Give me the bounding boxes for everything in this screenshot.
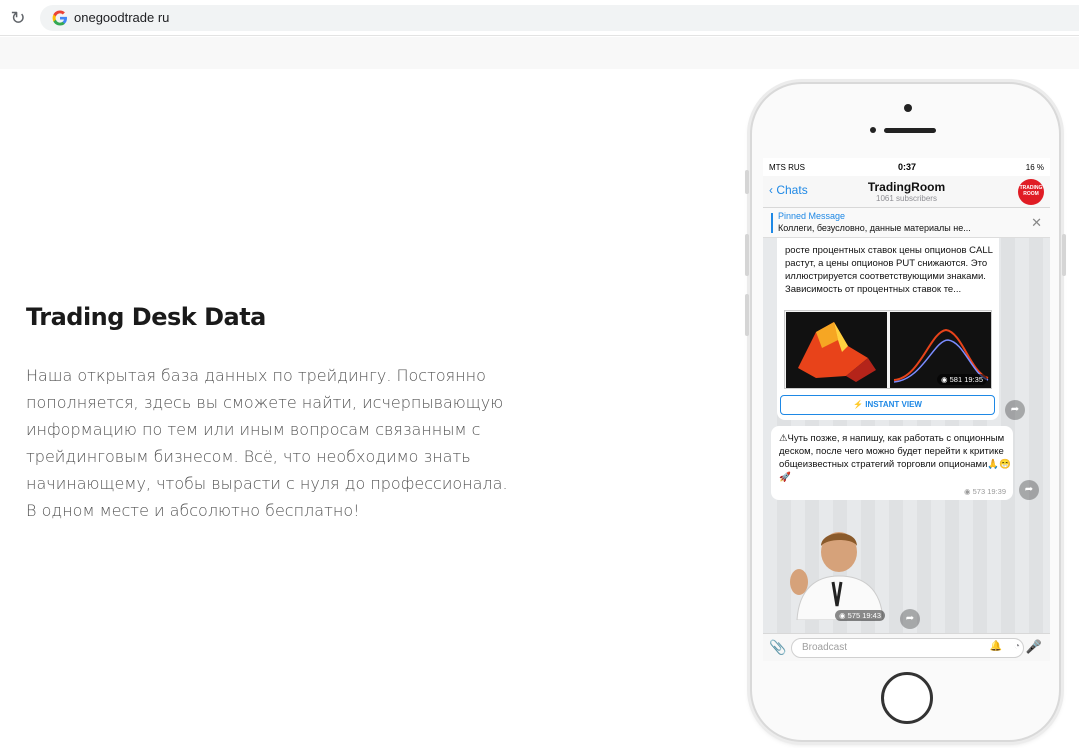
share-icon[interactable]: ➦ (1019, 480, 1039, 500)
carrier-label: MTS RUS (769, 163, 805, 172)
microphone-icon[interactable]: 🎤 (1025, 639, 1042, 654)
close-icon[interactable]: ✕ (1031, 215, 1042, 230)
page-description: Наша открытая база данных по трейдингу. Постоянно пополняется, здесь вы сможете найти, исчерпывающую информацию по тем или иным вопросам связанным с трейдинговым бизнесом. Всё, что необходимо знать начинающему, чтобы вырасти с нуля до профессионала. В одном месте и абсолютно бесплатно! (26, 366, 508, 520)
speaker-grille (884, 128, 936, 133)
subscriber-count: 1061 subscribers (876, 194, 937, 203)
volume-down-button (745, 294, 749, 336)
page-title: Trading Desk Data (26, 303, 266, 331)
channel-title[interactable]: TradingRoom (867, 180, 946, 194)
phone-screen (763, 158, 1050, 661)
warning-icon: ⚠ (779, 433, 788, 444)
status-bar (763, 158, 1050, 176)
url-text[interactable]: onegoodtrade ru (74, 10, 170, 25)
sticker-meta (835, 610, 885, 621)
pinned-text: Коллеги, безусловно, данные материалы не... (778, 223, 971, 233)
timer-icon[interactable]: ◔ (1013, 641, 1020, 652)
message-image[interactable] (784, 310, 992, 389)
camera-icon (904, 104, 912, 112)
battery-label: 16 % (1025, 163, 1044, 172)
eye-icon: ◉ (940, 375, 948, 384)
message-text: росте процентных ставок цены опционов CALL растут, а цены опционов PUT снижаются. Это иллюстрируется соответствующими знаками. Зависимость от процентных ставок те... (785, 245, 993, 295)
lightning-icon: ⚡ (853, 400, 863, 409)
message-meta-text: 573 19:39 (972, 487, 1006, 496)
phone-mockup (750, 82, 1061, 742)
pinned-message[interactable] (763, 208, 1050, 238)
share-icon[interactable]: ➦ (1005, 400, 1025, 420)
message-input-bar (763, 633, 1050, 661)
pinned-title: Pinned Message (778, 211, 846, 221)
power-button (1062, 234, 1066, 276)
sticker-meta-text: 575 19:43 (847, 611, 882, 620)
image-meta-text: 581 19:35 (949, 375, 983, 384)
volume-up-button (745, 234, 749, 276)
chevron-left-icon: ‹ (769, 183, 773, 197)
side-button (745, 170, 749, 194)
message-bubble[interactable] (771, 426, 1013, 500)
share-icon[interactable]: ➦ (900, 609, 920, 629)
eye-icon: ◉ (963, 487, 971, 496)
google-icon (52, 10, 68, 26)
surface-chart-image (786, 312, 887, 388)
sensor-dot (870, 127, 876, 133)
status-time: 0:37 (898, 162, 917, 172)
address-bar[interactable] (40, 5, 1079, 31)
sticker-image[interactable] (777, 522, 893, 620)
message-bubble[interactable] (777, 238, 999, 420)
instant-view-button[interactable] (780, 395, 995, 415)
site-header (0, 37, 1079, 69)
broadcast-input[interactable]: Broadcast (791, 638, 1024, 658)
image-meta (937, 374, 987, 385)
pinned-accent-bar (771, 213, 773, 233)
home-button[interactable] (881, 672, 933, 724)
emoji-icons: 🙏😁🚀 (779, 459, 1012, 483)
instant-view-label: INSTANT VIEW (865, 400, 922, 409)
message-text-content: Чуть позже, я напишу, как работать с опционным деском, после чего можно будет перейти к критике общеизвестных стратегий торговли опционами (779, 433, 1005, 470)
reload-icon[interactable]: ↻ (10, 8, 26, 28)
message-text (779, 432, 1015, 484)
chat-header (763, 176, 1050, 208)
message-meta (964, 487, 1006, 496)
channel-avatar[interactable]: TRADING ROOM (1018, 179, 1044, 205)
back-label: Chats (776, 183, 808, 197)
bell-icon[interactable]: 🔔 (989, 641, 1002, 652)
eye-icon: ◉ (839, 611, 846, 620)
attach-icon[interactable]: 📎 (769, 639, 787, 655)
chat-area[interactable] (763, 238, 1050, 633)
browser-toolbar (0, 0, 1079, 36)
